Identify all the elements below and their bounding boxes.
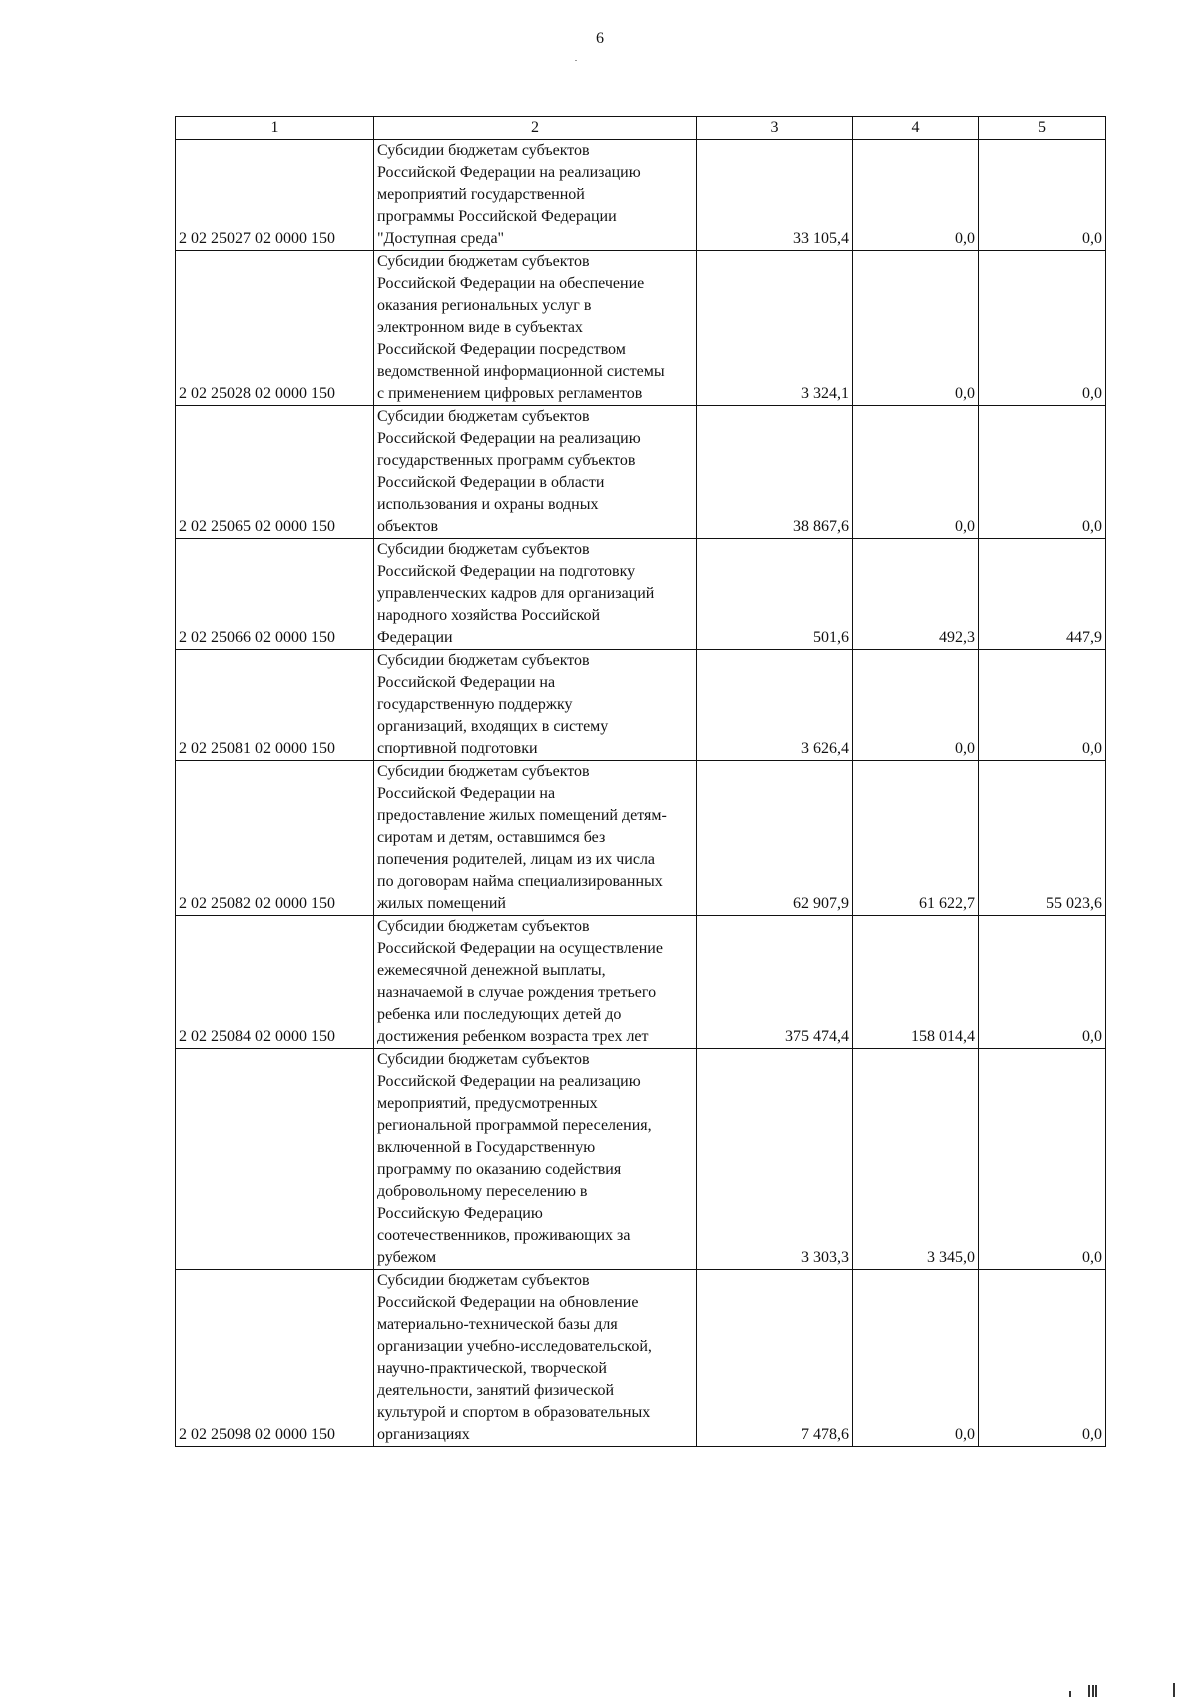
table-row — [176, 140, 1106, 251]
budget-code: 2 02 25084 02 0000 150 — [176, 916, 374, 1049]
budget-code: 2 02 25028 02 0000 150 — [176, 251, 374, 406]
scan-speck — [575, 60, 577, 61]
table-row — [176, 650, 1106, 761]
amount-col-5: 55 023,6 — [979, 761, 1106, 916]
budget-code: 2 02 25082 02 0000 150 — [176, 761, 374, 916]
amount-col-4: 3 345,0 — [853, 1049, 979, 1270]
amount-col-5: 0,0 — [979, 916, 1106, 1049]
header-col-1: 1 — [176, 117, 374, 140]
subsidy-name: Субсидии бюджетам субъектов Российской Федерации на государственную поддержку организаций, входящих в систему спортивной подготовки — [374, 650, 697, 761]
budget-code: 2 02 25027 02 0000 150 — [176, 140, 374, 251]
table-header-row — [176, 117, 1106, 140]
subsidy-name: Субсидии бюджетам субъектов Российской Федерации на подготовку управленческих кадров для организаций народного хозяйства Российской Федерации — [374, 539, 697, 650]
header-col-5: 5 — [979, 117, 1106, 140]
table-row — [176, 539, 1106, 650]
scan-edge-marks — [1065, 1680, 1185, 1697]
amount-col-5: 0,0 — [979, 1049, 1106, 1270]
amount-col-5: 0,0 — [979, 140, 1106, 251]
budget-table — [175, 116, 1106, 1447]
amount-col-4: 0,0 — [853, 650, 979, 761]
amount-col-4: 492,3 — [853, 539, 979, 650]
amount-col-3: 3 626,4 — [697, 650, 853, 761]
amount-col-5: 0,0 — [979, 1270, 1106, 1447]
header-col-2: 2 — [374, 117, 697, 140]
amount-col-3: 3 303,3 — [697, 1049, 853, 1270]
budget-code: 2 02 25065 02 0000 150 — [176, 406, 374, 539]
amount-col-5: 0,0 — [979, 251, 1106, 406]
subsidy-name: Субсидии бюджетам субъектов Российской Федерации на предоставление жилых помещений детям- сиротам и детям, оставшимся без попечения родителей, лицам из их числа по договорам найма специализированных жилых помещений — [374, 761, 697, 916]
amount-col-5: 0,0 — [979, 650, 1106, 761]
amount-col-3: 62 907,9 — [697, 761, 853, 916]
amount-col-3: 7 478,6 — [697, 1270, 853, 1447]
page-number: 6 — [596, 30, 604, 47]
amount-col-4: 61 622,7 — [853, 761, 979, 916]
table-row — [176, 251, 1106, 406]
header-col-3: 3 — [697, 117, 853, 140]
table-row — [176, 916, 1106, 1049]
subsidy-name: Субсидии бюджетам субъектов Российской Федерации на обновление материально-технической базы для организации учебно-исследовательской, научно-практической, творческой деятельности, занятий физической культурой и спортом в образовательных организациях — [374, 1270, 697, 1447]
amount-col-4: 0,0 — [853, 251, 979, 406]
subsidy-name: Субсидии бюджетам субъектов Российской Федерации на осуществление ежемесячной денежной выплаты, назначаемой в случае рождения третьего ребенка или последующих детей до достижения ребенком возраста трех лет — [374, 916, 697, 1049]
budget-code — [176, 1049, 374, 1270]
subsidy-name: Субсидии бюджетам субъектов Российской Федерации на реализацию мероприятий государственной программы Российской Федерации "Доступная среда" — [374, 140, 697, 251]
header-col-4: 4 — [853, 117, 979, 140]
table-row — [176, 761, 1106, 916]
table-row — [176, 1270, 1106, 1447]
subsidy-name: Субсидии бюджетам субъектов Российской Федерации на обеспечение оказания региональных услуг в электронном виде в субъектах Российской Федерации посредством ведомственной информационной системы с применением цифровых регламентов — [374, 251, 697, 406]
amount-col-3: 501,6 — [697, 539, 853, 650]
amount-col-5: 0,0 — [979, 406, 1106, 539]
amount-col-4: 0,0 — [853, 406, 979, 539]
subsidy-name: Субсидии бюджетам субъектов Российской Федерации на реализацию государственных программ субъектов Российской Федерации в области использования и охраны водных объектов — [374, 406, 697, 539]
amount-col-5: 447,9 — [979, 539, 1106, 650]
subsidy-name: Субсидии бюджетам субъектов Российской Федерации на реализацию мероприятий, предусмотренных региональной программой переселения, включенной в Государственную программу по оказанию содействия добровольному переселению в Российскую Федерацию соотечественников, проживающих за рубежом — [374, 1049, 697, 1270]
table-row — [176, 406, 1106, 539]
budget-code: 2 02 25081 02 0000 150 — [176, 650, 374, 761]
amount-col-4: 0,0 — [853, 1270, 979, 1447]
amount-col-3: 375 474,4 — [697, 916, 853, 1049]
table-row — [176, 1049, 1106, 1270]
budget-code: 2 02 25066 02 0000 150 — [176, 539, 374, 650]
budget-code: 2 02 25098 02 0000 150 — [176, 1270, 374, 1447]
amount-col-3: 3 324,1 — [697, 251, 853, 406]
amount-col-3: 33 105,4 — [697, 140, 853, 251]
amount-col-4: 0,0 — [853, 140, 979, 251]
amount-col-3: 38 867,6 — [697, 406, 853, 539]
amount-col-4: 158 014,4 — [853, 916, 979, 1049]
